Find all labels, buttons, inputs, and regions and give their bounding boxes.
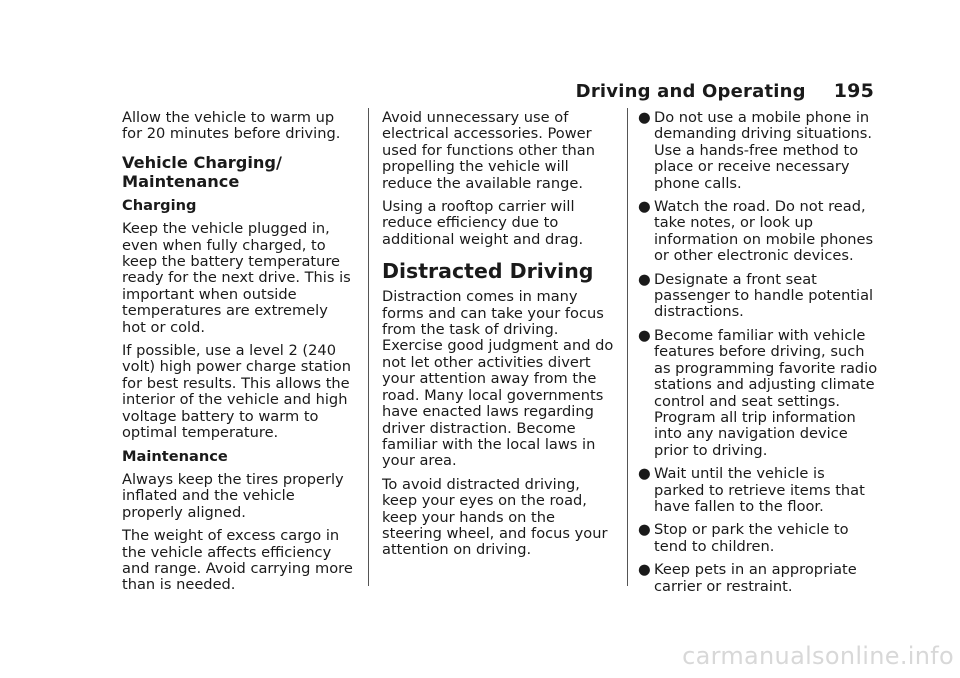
column-divider-left — [368, 108, 369, 586]
column-divider-right — [627, 108, 628, 586]
list-item-text: Stop or park the vehicle to tend to children. — [654, 521, 849, 555]
charging-subheading: Charging — [122, 196, 197, 214]
bullet-icon: ● — [638, 326, 651, 344]
column-left — [122, 110, 354, 601]
rooftop-paragraph: Using a rooftop carrier will reduce efficiency due to additional weight and drag. — [382, 198, 584, 248]
list-item — [638, 110, 878, 192]
list-item — [638, 466, 878, 515]
list-item-text: Wait until the vehicle is parked to retrieve items that have fallen to the floor. — [654, 465, 865, 515]
bullet-icon: ● — [638, 270, 651, 288]
plugged-in-paragraph: Keep the vehicle plugged in, even when fully charged, to keep the battery temperature ready for the next drive. This is important when outside temperatures are extremely hot or cold. — [122, 220, 351, 336]
maintenance-subheading: Maintenance — [122, 447, 228, 465]
list-item — [638, 562, 878, 595]
list-item — [638, 272, 878, 321]
list-item — [638, 522, 878, 555]
list-item-text: Become familiar with vehicle features before driving, such as programming favorite radio stations and adjusting climate control and seat settings. Program all trip information into any navigation device prior to driving. — [654, 326, 878, 459]
avoid-distraction-paragraph: To avoid distracted driving, keep your eyes on the road, keep your hands on the steering wheel, and focus your attention on driving. — [382, 475, 608, 559]
list-item-text: Watch the road. Do not read, take notes, or look up information on mobile phones or other electronic devices. — [654, 198, 874, 265]
list-item-text: Keep pets in an appropriate carrier or restraint. — [654, 561, 857, 595]
bullet-icon: ● — [638, 465, 651, 483]
column-middle — [382, 110, 614, 566]
distraction-paragraph: Distraction comes in many forms and can take your focus from the task of driving. Exercise good judgment and do not let other activities divert your attention away from the road. Many local governments have enacted laws regarding driver distraction. Become familiar with the local laws in your area. — [382, 288, 614, 470]
list-item — [638, 199, 878, 265]
warm-up-paragraph: Allow the vehicle to warm up for 20 minutes before driving. — [122, 109, 341, 143]
distraction-tips-list — [638, 110, 878, 595]
bullet-icon: ● — [638, 109, 651, 126]
list-item-text: Designate a front seat passenger to handle potential distractions. — [654, 270, 874, 321]
page-header — [576, 80, 874, 102]
level2-paragraph: If possible, use a level 2 (240 volt) high power charge station for best results. This allows the interior of the vehicle and high voltage battery to warm to optimal temperature. — [122, 342, 351, 442]
page-number: 195 — [833, 80, 874, 102]
bullet-icon: ● — [638, 198, 651, 216]
watermark: carmanualsonline.info — [682, 642, 954, 670]
section-title: Driving and Operating — [575, 81, 806, 102]
cargo-paragraph: The weight of excess cargo in the vehicle affects efficiency and range. Avoid carrying more than is needed. — [122, 527, 353, 594]
bullet-icon: ● — [638, 521, 651, 539]
column-right — [638, 110, 878, 602]
bullet-icon: ● — [638, 561, 651, 579]
accessories-paragraph: Avoid unnecessary use of electrical accessories. Power used for functions other than propelling the vehicle will reduce the available range. — [382, 109, 595, 192]
tires-paragraph: Always keep the tires properly inflated and the vehicle properly aligned. — [122, 470, 344, 521]
vehicle-charging-heading: Vehicle Charging/ Maintenance — [122, 152, 282, 191]
distracted-driving-heading: Distracted Driving — [382, 259, 594, 284]
list-item — [638, 328, 878, 459]
list-item-text: Do not use a mobile phone in demanding driving situations. Use a hands-free method to place or receive necessary phone calls. — [654, 109, 873, 192]
